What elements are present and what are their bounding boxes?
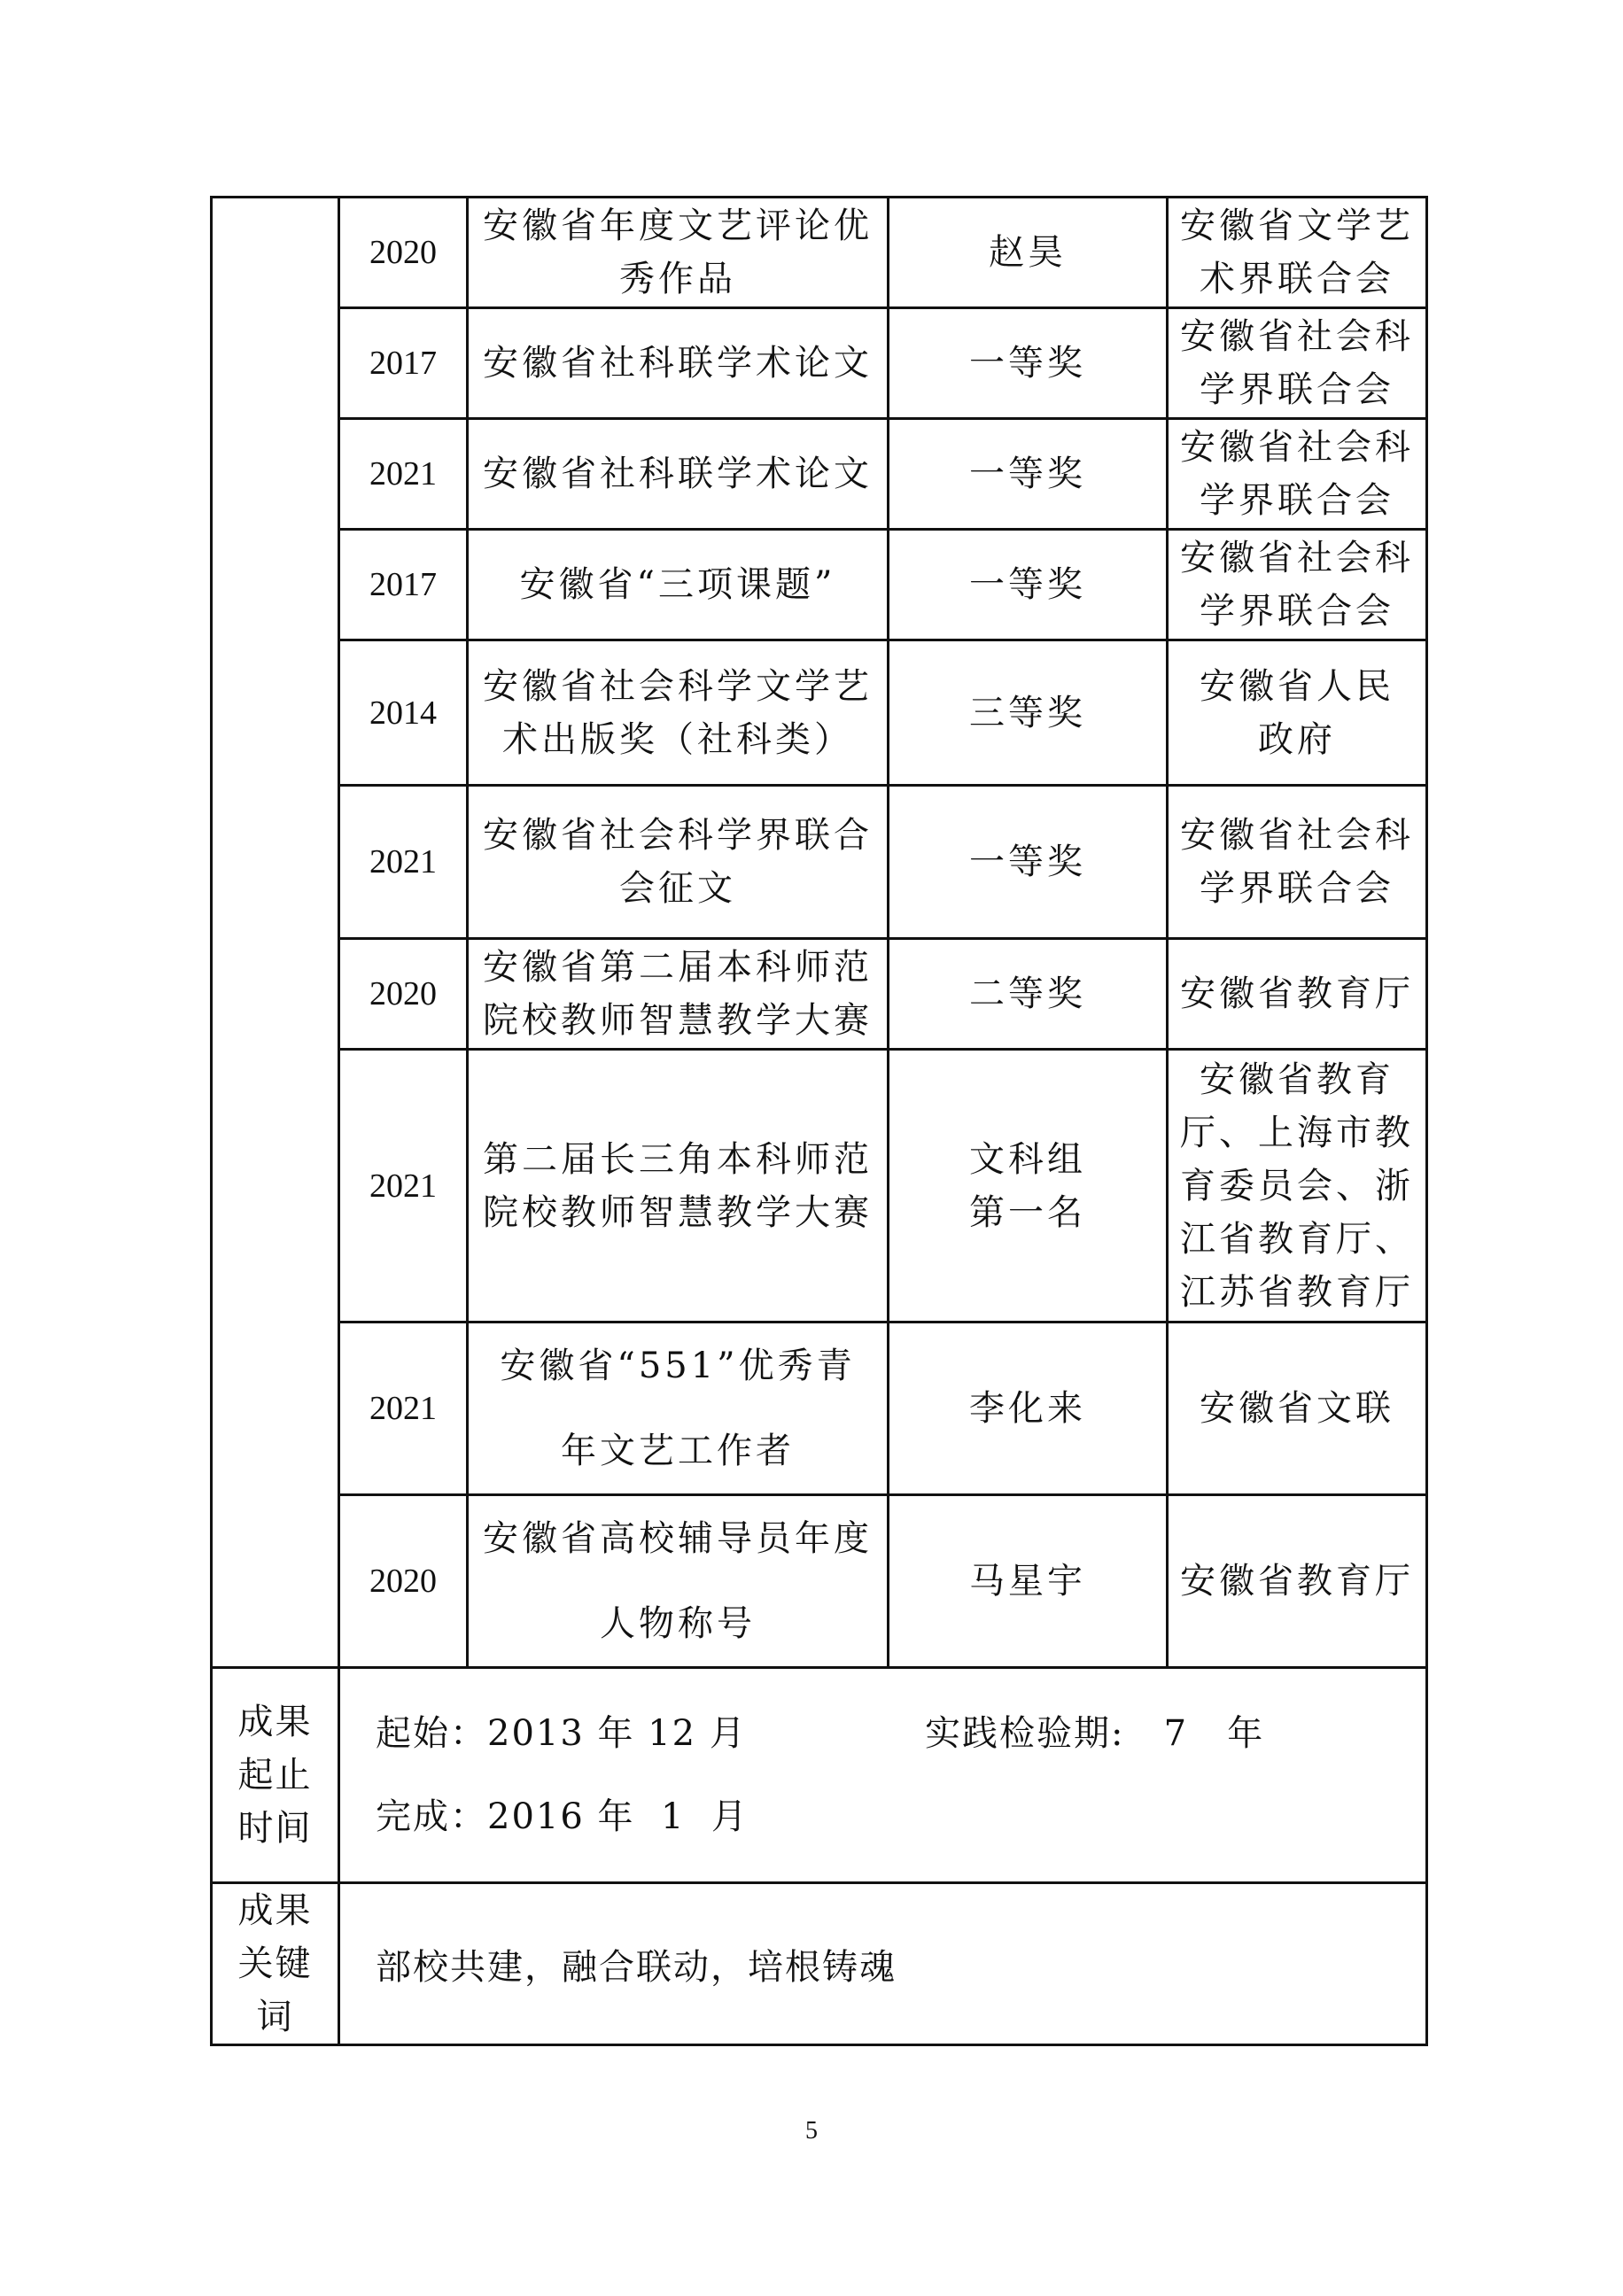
award-name-line: 安徽省年度文艺评论优 xyxy=(483,206,873,246)
award-organization-line: 安徽省文学艺 xyxy=(1180,206,1414,246)
award-result-line: 二等奖 xyxy=(969,973,1086,1014)
award-name-cell xyxy=(468,419,889,530)
keywords-label: 成果 关键 词 xyxy=(237,1890,313,2037)
award-row xyxy=(212,1050,1427,1323)
award-result xyxy=(889,226,1166,279)
award-organization xyxy=(1169,1555,1425,1608)
award-result-cell xyxy=(889,530,1168,640)
award-name xyxy=(469,558,887,611)
award-result-cell xyxy=(889,786,1168,939)
award-year: 2021 xyxy=(339,1050,468,1323)
award-organization-line: 育委员会、浙 xyxy=(1180,1165,1414,1206)
award-organization xyxy=(1169,660,1425,766)
award-result-cell xyxy=(889,308,1168,419)
period-end: 完成：2016 年 1 月 xyxy=(376,1796,749,1837)
award-name-line: 会征文 xyxy=(619,868,736,909)
period-label: 成果 起止 时间 xyxy=(237,1702,313,1849)
award-name xyxy=(469,337,887,390)
award-result xyxy=(889,447,1166,500)
award-name-line: 秀作品 xyxy=(619,259,736,299)
award-organization-line: 江苏省教育厅 xyxy=(1180,1271,1414,1313)
award-result-line: 一等奖 xyxy=(969,842,1086,882)
award-organization-cell xyxy=(1168,640,1427,786)
award-organization-line: 安徽省教育厅 xyxy=(1180,1561,1414,1602)
award-year: 2021 xyxy=(339,1323,468,1495)
award-name-cell xyxy=(468,198,889,308)
award-organization xyxy=(1169,967,1425,1020)
award-row xyxy=(212,419,1427,530)
award-row xyxy=(212,308,1427,419)
award-name xyxy=(469,1496,887,1666)
award-organization xyxy=(1169,531,1425,638)
keywords-value: 部校共建，融合联动，培根铸魂 xyxy=(376,1946,897,1988)
award-row xyxy=(212,1495,1427,1668)
award-year: 2021 xyxy=(339,786,468,939)
award-name-cell xyxy=(468,640,889,786)
keywords-row xyxy=(212,1883,1427,2045)
award-organization-cell xyxy=(1168,1050,1427,1323)
award-result-cell xyxy=(889,1050,1168,1323)
award-name-line: 术出版奖（社科类） xyxy=(502,718,853,760)
award-organization xyxy=(1169,1053,1425,1319)
award-row xyxy=(212,786,1427,939)
award-result-cell xyxy=(889,1495,1168,1668)
award-result-line: 第一名 xyxy=(969,1191,1086,1233)
award-organization-line: 学界联合会 xyxy=(1200,591,1394,632)
award-result-cell xyxy=(889,419,1168,530)
award-result-line: 一等奖 xyxy=(969,343,1086,384)
award-result-cell xyxy=(889,1323,1168,1495)
award-result xyxy=(889,558,1166,611)
period-start: 起始：2013 年 12 月 xyxy=(376,1713,747,1754)
award-organization-cell xyxy=(1168,1323,1427,1495)
award-organization xyxy=(1169,310,1425,416)
award-organization-line: 学界联合会 xyxy=(1200,868,1394,909)
award-organization-line: 学界联合会 xyxy=(1200,480,1394,521)
award-year: 2017 xyxy=(339,308,468,419)
award-name-cell xyxy=(468,1323,889,1495)
award-name xyxy=(469,447,887,500)
award-result xyxy=(889,337,1166,390)
award-organization-line: 学界联合会 xyxy=(1200,369,1394,410)
keywords-label-cell xyxy=(212,1883,339,2045)
award-name-cell xyxy=(468,308,889,419)
award-result-cell xyxy=(889,939,1168,1050)
award-result xyxy=(889,1133,1166,1239)
award-name-cell xyxy=(468,786,889,939)
award-year: 2017 xyxy=(339,530,468,640)
award-name-line: 安徽省社会科学文学艺 xyxy=(483,665,873,707)
award-year: 2020 xyxy=(339,939,468,1050)
award-name-line: 安徽省高校辅导员年度 xyxy=(483,1518,873,1559)
period-label-cell xyxy=(212,1668,339,1883)
award-name-line: 年文艺工作者 xyxy=(561,1431,795,1471)
award-name xyxy=(469,199,887,306)
award-result-line: 一等奖 xyxy=(969,564,1086,605)
awards-table-body xyxy=(212,198,1427,1668)
award-organization-cell xyxy=(1168,939,1427,1050)
award-row xyxy=(212,939,1427,1050)
award-result-line: 三等奖 xyxy=(969,692,1086,733)
award-name-cell xyxy=(468,1050,889,1323)
award-result-cell xyxy=(889,198,1168,308)
award-name-line: 安徽省“三项课题” xyxy=(519,564,836,605)
award-result xyxy=(889,967,1166,1020)
award-result-line: 赵昊 xyxy=(989,232,1067,273)
award-organization-line: 术界联合会 xyxy=(1200,259,1394,299)
award-result-line: 马星宇 xyxy=(969,1561,1086,1602)
award-name-line: 安徽省社科联学术论文 xyxy=(483,343,873,384)
award-organization-line: 安徽省社会科 xyxy=(1180,316,1414,357)
award-organization-line: 安徽省社会科 xyxy=(1180,815,1414,856)
award-year: 2014 xyxy=(339,640,468,786)
award-row xyxy=(212,1323,1427,1495)
award-year: 2021 xyxy=(339,419,468,530)
award-name-line: 安徽省“551”优秀青 xyxy=(500,1346,856,1386)
award-organization-line: 政府 xyxy=(1258,718,1336,760)
award-name-line: 安徽省第二届本科师范 xyxy=(483,947,873,988)
award-name-cell xyxy=(468,1495,889,1668)
award-name xyxy=(469,809,887,915)
award-organization-line: 安徽省教育 xyxy=(1200,1059,1394,1100)
award-organization-cell xyxy=(1168,198,1427,308)
award-organization xyxy=(1169,1382,1425,1435)
award-organization-cell xyxy=(1168,308,1427,419)
award-organization-line: 厅、上海市教 xyxy=(1180,1112,1414,1153)
left-blank-column xyxy=(212,198,339,1668)
award-organization-line: 安徽省文联 xyxy=(1200,1388,1394,1429)
award-organization xyxy=(1169,809,1425,915)
award-year: 2020 xyxy=(339,198,468,308)
award-name-line: 院校教师智慧教学大赛 xyxy=(483,1000,873,1041)
award-organization-cell xyxy=(1168,530,1427,640)
award-result-line: 文科组 xyxy=(969,1138,1086,1180)
award-organization-cell xyxy=(1168,419,1427,530)
award-row xyxy=(212,530,1427,640)
award-result-cell xyxy=(889,640,1168,786)
period-content-cell xyxy=(339,1668,1427,1883)
award-name-line: 第二届长三角本科师范 xyxy=(483,1138,873,1180)
award-organization-line: 安徽省人民 xyxy=(1200,665,1394,707)
award-name xyxy=(469,1133,887,1239)
achievement-table xyxy=(210,196,1428,2046)
award-organization-line: 安徽省教育厅 xyxy=(1180,973,1414,1014)
award-name-cell xyxy=(468,530,889,640)
award-organization xyxy=(1169,421,1425,527)
award-name-line: 院校教师智慧教学大赛 xyxy=(483,1191,873,1233)
award-row xyxy=(212,640,1427,786)
award-name-cell xyxy=(468,939,889,1050)
award-result-line: 一等奖 xyxy=(969,454,1086,494)
summary-section xyxy=(212,1668,1427,2045)
page-number: 5 xyxy=(805,2117,818,2145)
award-organization xyxy=(1169,199,1425,306)
award-name xyxy=(469,941,887,1047)
period-row xyxy=(212,1668,1427,1883)
award-name-line: 人物称号 xyxy=(600,1603,756,1644)
award-organization-line: 江省教育厅、 xyxy=(1180,1218,1414,1260)
award-row xyxy=(212,198,1427,308)
award-organization-line: 安徽省社会科 xyxy=(1180,538,1414,578)
award-name-line: 安徽省社会科学界联合 xyxy=(483,815,873,856)
keywords-content-cell xyxy=(339,1883,1427,2045)
award-result xyxy=(889,835,1166,888)
award-name-line: 安徽省社科联学术论文 xyxy=(483,454,873,494)
award-result xyxy=(889,1382,1166,1435)
award-organization-cell xyxy=(1168,1495,1427,1668)
award-result xyxy=(889,1555,1166,1608)
award-result-line: 李化来 xyxy=(969,1388,1086,1429)
practice-period: 实践检验期: 7 年 xyxy=(925,1713,1265,1754)
award-organization-line: 安徽省社会科 xyxy=(1180,427,1414,468)
award-name xyxy=(469,660,887,766)
award-year: 2020 xyxy=(339,1495,468,1668)
award-name xyxy=(469,1323,887,1493)
award-organization-cell xyxy=(1168,786,1427,939)
award-result xyxy=(889,686,1166,740)
